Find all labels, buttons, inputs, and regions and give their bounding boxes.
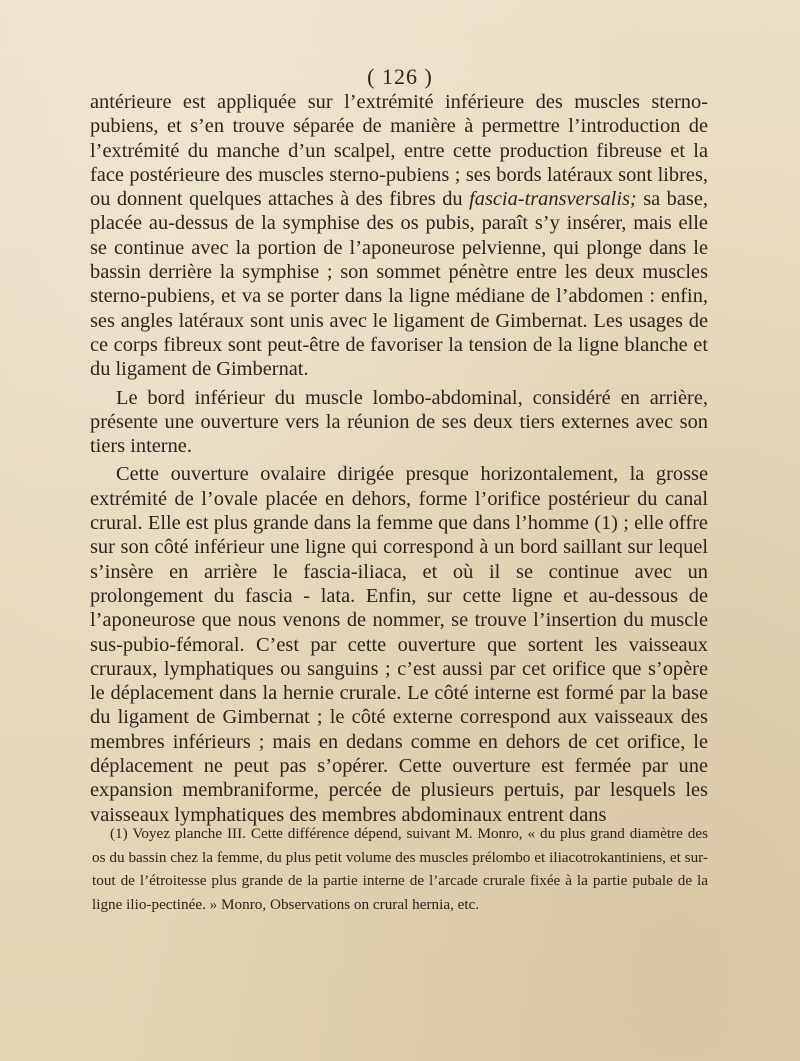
paragraph-1-text-start: antérieure est appliquée sur l’extrémité inférieure des muscles sterno-pubiens, et s’en trouve séparée de manière à permettre l’introduction de l’extrémité du manche d’un scalpel, entre cette production fibreuse et la face postérieure des muscles sterno-pubiens ; ses bords latéraux sont libres, ou donnent quelques attaches à des fibres du bbox=[90, 91, 708, 211]
footnote: (1) Voyez planche III. Cette différence dépend, suivant M. Monro, « du plus grand diamètre des os du bassin chez la femme, du plus petit volume des muscles prélombo et iliacotrokantiniens, et sur-tout de l’étroitesse plus grande de la partie interne de l’arcade crurale fixée à la partie pubale de la ligne ilio-pectinée. » Monro, Observations on crural hernia, etc. bbox=[92, 825, 708, 913]
paragraph-2: Le bord inférieur du muscle lombo-abdominal, considéré en arrière, présente une ouverture vers la réunion de ses deux tiers externes avec son tiers interne. bbox=[90, 386, 708, 458]
italic-term-fascia-transversalis: fascia-transversalis; bbox=[469, 188, 637, 211]
body-text bbox=[90, 90, 708, 827]
paragraph-1 bbox=[90, 90, 708, 382]
page-number: ( 126 ) bbox=[367, 64, 433, 89]
paragraph-1-text-end: sa base, placée au-dessus de la symphise des os pubis, paraît s’y insérer, mais elle se continue avec la portion de l’aponeurose pelvienne, qui plonge dans le bassin derrière la symphise ; son sommet pénètre entre les deux muscles sterno-pubiens, et va se porter dans la ligne médiane de l’abdomen : enfin, ses angles latéraux sont unis avec le ligament de Gimbernat. Les usages de ce corps fibreux sont peut-être de favoriser la tension de la ligne blanche et du ligament de Gimbernat. bbox=[90, 188, 708, 381]
paragraph-3: Cette ouverture ovalaire dirigée presque horizontalement, la grosse extrémité de l’ovale placée en dehors, forme l’orifice postérieur du canal crural. Elle est plus grande dans la femme que dans l’homme (1) ; elle offre sur son côté inférieur une ligne qui correspond à un bord saillant sur lequel s’insère en arrière le fascia-iliaca, et où il se continue avec un prolongement du fascia - lata. Enfin, sur cette ligne et au-dessous de l’aponeurose que nous venons de nommer, se trouve l’insertion du muscle sus-pubio-fémoral. C’est par cette ouverture que sortent les vaisseaux cruraux, lymphatiques ou sanguins ; c’est aussi par cet orifice que s’opère le déplacement dans la hernie crurale. Le côté interne est formé par la base du ligament de Gimbernat ; le côté externe correspond aux vaisseaux des membres inférieurs ; mais en dedans comme en dehors de cet orifice, le déplacement ne peut pas s’opérer. Cette ouverture est fermée par une expansion membraniforme, percée de plusieurs pertuis, par lesquels les vaisseaux lymphatiques des membres abdominaux entrent dans bbox=[90, 463, 708, 826]
